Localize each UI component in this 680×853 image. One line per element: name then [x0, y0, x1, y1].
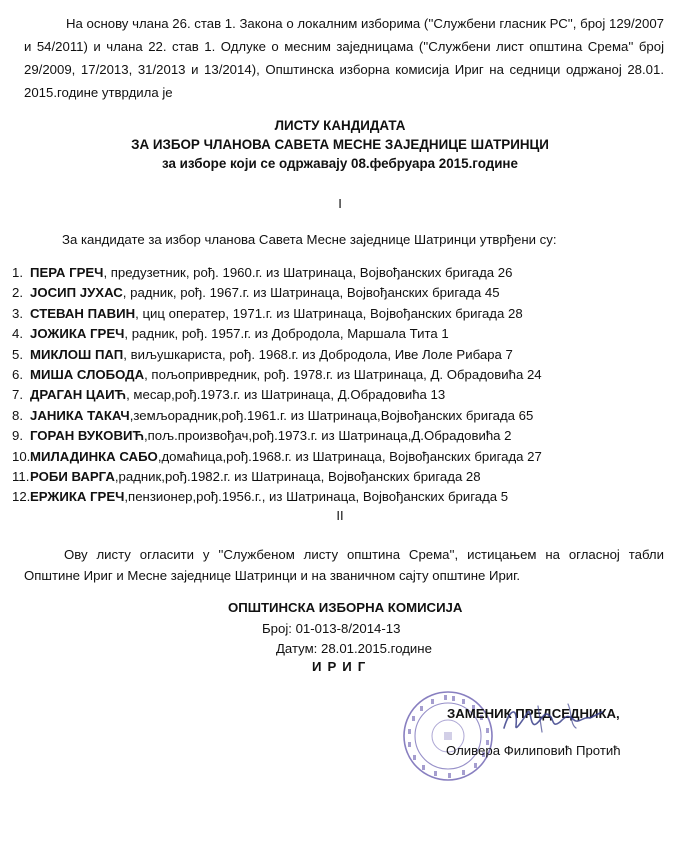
list-item: 4. ЈОЖИКА ГРЕЧ, радник, рођ. 1957.г. из Добродола, Маршала Тита 1 [12, 326, 449, 342]
section-number-2: II [336, 508, 344, 523]
candidate-name: МИЛАДИНКА САБО [30, 448, 158, 464]
candidate-name: ДРАГАН ЦАИЋ [30, 387, 127, 403]
candidate-details: ,земљорадник,рођ.1961.г. из Шатринаца,Војвођанских бригада 65 [129, 407, 534, 423]
candidate-details: ,пензионер,рођ.1956.г., из Шатринаца, Војвођанских бригада 5 [124, 489, 509, 505]
list-item: 12.ЕРЖИКА ГРЕЧ,пензионер,рођ.1956.г., из Шатринаца, Војвођанских бригада 5 [12, 489, 509, 505]
list-item: 6. МИША СЛОБОДА, пољопривредник, рођ. 1978.г. из Шатринаца, Д. Обрадовића 24 [12, 366, 542, 382]
candidate-details: , виљушкариста, рођ. 1968.г. из Добродола, Иве Лоле Рибара 7 [123, 346, 513, 362]
list-item: 10.МИЛАДИНКА САБО,домаћица,рођ.1968.г. из Шатринаца, Војвођанских бригада 27 [12, 448, 542, 464]
candidate-name: ПЕРА ГРЕЧ [30, 265, 104, 280]
candidate-name: РОБИ ВАРГА [30, 468, 115, 484]
candidate-name: ЈОСИП ЈУХАС [30, 285, 123, 301]
document-title: ЛИСТУ КАНДИДАТА [274, 118, 406, 133]
section-number-1: I [338, 196, 342, 211]
candidate-name: ГОРАН ВУКОВИЋ [30, 428, 144, 444]
official-stamp-icon [400, 688, 496, 784]
signature-title: ЗАМЕНИК ПРЕДСЕДНИКА, [447, 706, 620, 721]
list-item: 3. СТЕВАН ПАВИН, циц оператер, 1971.г. из Шатринаца, Војвођанских бригада 28 [12, 305, 523, 321]
document-subtitle: ЗА ИЗБОР ЧЛАНОВА САВЕТА МЕСНЕ ЗАЈЕДНИЦЕ ШАТРИНЦИ [131, 137, 549, 152]
document-number: Број: 01-013-8/2014-13 [262, 621, 401, 636]
list-item: 11.РОБИ ВАРГА,радник,рођ.1982.г. из Шатринаца, Војвођанских бригада 28 [12, 468, 481, 484]
candidate-name: ЕРЖИКА ГРЕЧ [30, 489, 125, 505]
list-item: 1. ПЕРА ГРЕЧ, предузетник, рођ. 1960.г. из Шатринаца, Војвођанских бригада 26 [12, 265, 513, 280]
candidate-name: СТЕВАН ПАВИН [30, 305, 136, 321]
list-item: 9. ГОРАН ВУКОВИЋ,пољ.произвођач,рођ.1973.г. из Шатринаца,Д.Обрадовића 2 [12, 428, 512, 444]
candidate-details: , циц оператер, 1971.г. из Шатринаца, Војвођанских бригада 28 [135, 305, 523, 321]
commission-name: ОПШТИНСКА ИЗБОРНА КОМИСИЈА [228, 600, 463, 615]
candidate-details: ,радник,рођ.1982.г. из Шатринаца, Војвођанских бригада 28 [114, 468, 481, 484]
candidate-details: , радник, рођ. 1957.г. из Добродола, Маршала Тита 1 [124, 326, 449, 342]
candidate-name: МИКЛОШ ПАП [30, 346, 124, 362]
closing-paragraph: Ову листу огласити у ''Службеном листу општина Срема'', истицањем на огласној табли Општине Ириг и Месне заједнице Шатринци и на званичном сајту општине Ириг. [24, 547, 664, 583]
candidate-details: , пољопривредник, рођ. 1978.г. из Шатринаца, Д. Обрадовића 24 [144, 366, 542, 382]
election-date-line: за изборе који се одржавају 08.фебруара 2015.године [162, 156, 518, 171]
candidate-name: МИША СЛОБОДА [30, 366, 145, 382]
signer-name: Оливера Филиповић Протић [446, 743, 621, 758]
candidate-details: ,домаћица,рођ.1968.г. из Шатринаца, Војвођанских бригада 27 [157, 448, 542, 464]
intro-paragraph: На основу члана 26. став 1. Закона о локалним изборима (''Службени гласник РС'', број 129/2007 и 54/2011) и члана 22. став 1. Одлуке о месним заједницама (''Службени лист општина Срема'' број 29/2009, 17/2013, 31/2013 и 13/2014), Општинска изборна комисија Ириг на седници одржаној 28.01. 2015.године утврдила је [24, 16, 664, 100]
candidate-details: ,пољ.произвођач,рођ.1973.г. из Шатринаца,Д.Обрадовића 2 [143, 428, 512, 444]
candidate-details: , радник, рођ. 1967.г. из Шатринаца, Војвођанских бригада 45 [122, 285, 500, 301]
list-item: 2. ЈОСИП ЈУХАС, радник, рођ. 1967.г. из Шатринаца, Војвођанских бригада 45 [12, 285, 500, 301]
handwritten-signature-icon [498, 698, 608, 738]
list-item: 8. ЈАНИКА ТАКАЧ,земљорадник,рођ.1961.г. из Шатринаца,Војвођанских бригада 65 [12, 407, 534, 423]
candidate-name: ЈАНИКА ТАКАЧ [30, 407, 130, 423]
candidate-details: , месар,рођ.1973.г. из Шатринаца, Д.Обрадовића 13 [126, 387, 446, 403]
list-item: 5. МИКЛОШ ПАП, виљушкариста, рођ. 1968.г. из Добродола, Иве Лоле Рибара 7 [12, 346, 513, 362]
candidate-details: , предузетник, рођ. 1960.г. из Шатринаца, Војвођанских бригада 26 [103, 265, 513, 280]
candidate-name: ЈОЖИКА ГРЕЧ [30, 326, 125, 342]
document-date: Датум: 28.01.2015.године [276, 641, 432, 656]
list-item: 7. ДРАГАН ЦАИЋ, месар,рођ.1973.г. из Шатринаца, Д.Обрадовића 13 [12, 387, 446, 403]
city-name: ИРИГ [312, 659, 372, 674]
candidates-lead: За кандидате за избор чланова Савета Месне заједнице Шатринци утврђени су: [62, 232, 557, 247]
candidate-list [12, 263, 542, 508]
